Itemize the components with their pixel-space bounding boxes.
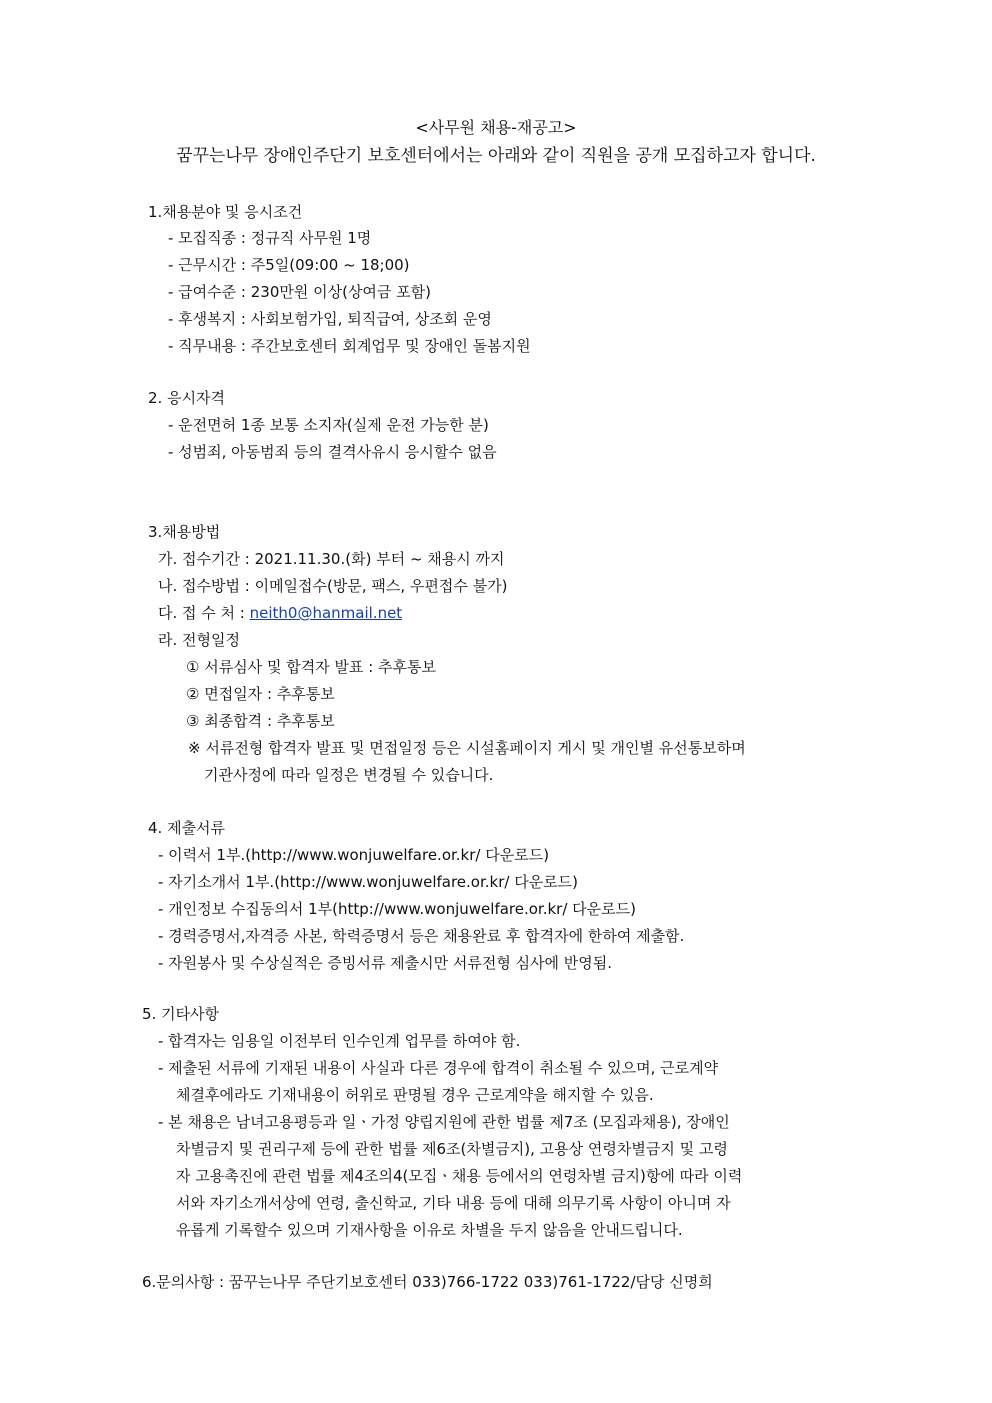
section-5-heading: 5. 기타사항 [142,1005,220,1023]
schedule-note: ※ 서류전형 합격자 발표 및 면접일정 등은 시설홈페이지 게시 및 개인별 유선통보하며 [188,739,746,757]
notice-line: - 합격자는 임용일 이전부터 인수인계 업무를 하여야 함. [158,1032,521,1050]
section-2-heading: 2. 응시자격 [148,389,226,407]
receipt-period: 가. 접수기간 : 2021.11.30.(화) 부터 ~ 채용시 까지 [158,550,505,568]
schedule-step: ③ 최종합격 : 추후통보 [186,712,335,730]
notice-line: 체결후에라도 기재내용이 허위로 판명될 경우 근로계약을 해지할 수 있음. [176,1086,654,1104]
receipt-method: 나. 접수방법 : 이메일접수(방문, 팩스, 우편접수 불가) [158,577,508,595]
document-item: - 자원봉사 및 수상실적은 증빙서류 제출시만 서류전형 심사에 반영됨. [158,954,613,972]
section-3-heading: 3.채용방법 [148,523,221,541]
section-1-item: - 모집직종 : 정규직 사무원 1명 [168,229,372,247]
document-item: - 경력증명서,자격증 사본, 학력증명서 등은 채용완료 후 합격자에 한하여 제출함. [158,927,685,945]
selection-schedule-heading: 라. 전형일정 [158,631,240,649]
email-link[interactable]: neith0@hanmail.net [249,604,403,622]
schedule-step: ① 서류심사 및 합격자 발표 : 추후통보 [186,658,436,676]
notice-line: 자 고용촉진에 관련 법률 제4조의4(모집ㆍ채용 등에서의 연령차별 금지)항에 따라 이력 [176,1167,743,1185]
contact-line: 6.문의사항 : 꿈꾸는나무 주단기보호센터 033)766-1722 033)761-1722/담당 신명희 [142,1273,713,1291]
section-1-item: - 직무내용 : 주간보호센터 회계업무 및 장애인 돌봄지원 [168,337,531,355]
schedule-note: 기관사정에 따라 일정은 변경될 수 있습니다. [204,766,494,784]
document-item: - 이력서 1부.(http://www.wonjuwelfare.or.kr/ 다운로드) [158,846,550,864]
schedule-step: ② 면접일자 : 추후통보 [186,685,335,703]
section-1-item: - 근무시간 : 주5일(09:00 ~ 18;00) [168,256,410,274]
document-item: - 개인정보 수집동의서 1부(http://www.wonjuwelfare.or.kr/ 다운로드) [158,900,636,918]
intro-text: 꿈꾸는나무 장애인주단기 보호센터에서는 아래와 같이 직원을 공개 모집하고자 합니다. [176,146,816,166]
section-2-item: - 성범죄, 아동범죄 등의 결격사유시 응시할수 없음 [168,443,497,461]
document-item: - 자기소개서 1부.(http://www.wonjuwelfare.or.kr/ 다운로드) [158,873,579,891]
notice-line: 차별금지 및 권리구제 등에 관한 법률 제6조(차별금지), 고용상 연령차별금지 및 고령 [176,1140,728,1158]
receipt-address-label: 다. 접 수 처 : [158,604,250,622]
section-1-heading: 1.채용분야 및 응시조건 [148,203,303,221]
section-1-item: - 급여수준 : 230만원 이상(상여금 포함) [168,283,432,301]
notice-line: - 본 채용은 남녀고용평등과 일ㆍ가정 양립지원에 관한 법률 제7조 (모집과채용), 장애인 [158,1113,730,1131]
page-title: <사무원 채용-재공고> [415,118,577,137]
notice-line: - 제출된 서류에 기재된 내용이 사실과 다른 경우에 합격이 취소될 수 있으며, 근로계약 [158,1059,719,1077]
section-2-item: - 운전면허 1종 보통 소지자(실제 운전 가능한 분) [168,416,489,434]
section-1-item: - 후생복지 : 사회보험가입, 퇴직급여, 상조회 운영 [168,310,492,328]
notice-line: 서와 자기소개서상에 연령, 출신학교, 기타 내용 등에 대해 의무기록 사항이 아니며 자 [176,1194,731,1212]
section-4-heading: 4. 제출서류 [148,819,226,837]
receipt-address [158,603,402,623]
notice-line: 유롭게 기록할수 있으며 기재사항을 이유로 차별을 두지 않음을 안내드립니다. [176,1221,683,1239]
